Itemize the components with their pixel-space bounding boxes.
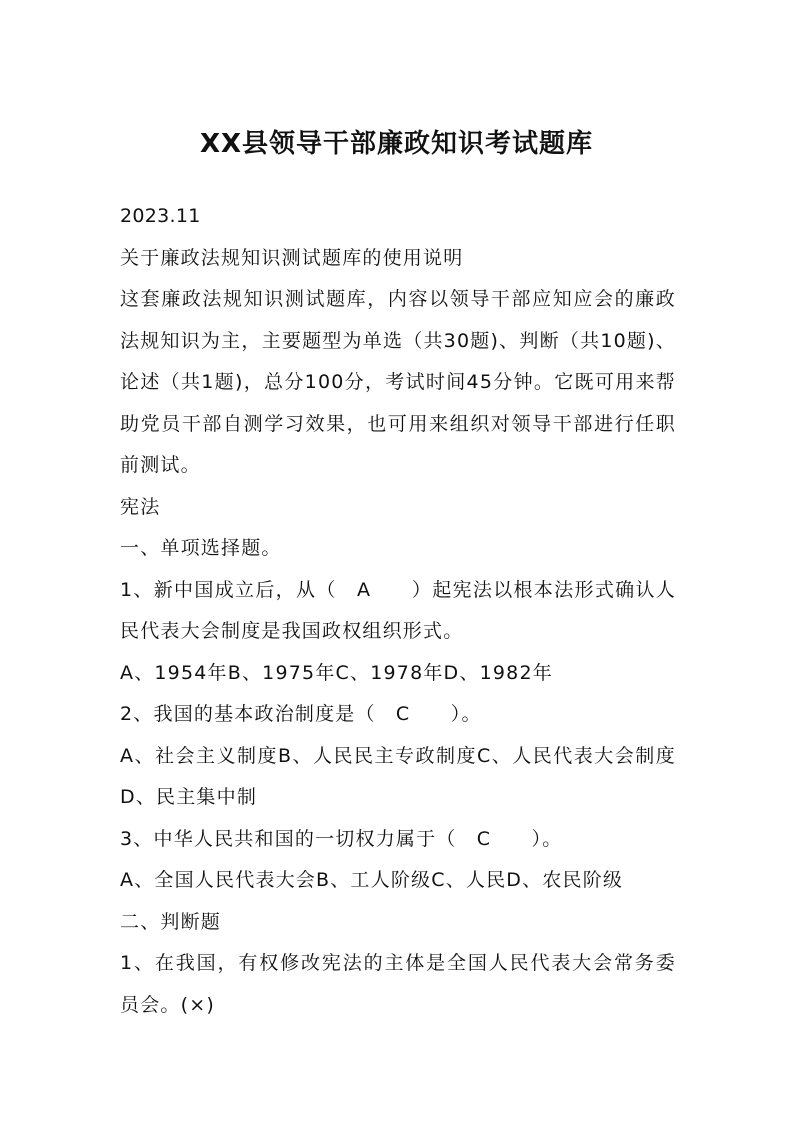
question-stem: 2、我国的基本政治制度是（ C ）。: [120, 703, 482, 725]
intro-paragraph: 这套廉政法规知识测试题库，内容以领导干部应知应会的廉政法规知识为主，主要题型为单选（共30题)、判断（共10题)、论述（共1题)，总分100分，考试时间45分钟。它既可用来帮助党员干部自测学习效果，也可用来组织对领导干部进行任职前测试。: [120, 288, 676, 476]
section-heading: 宪法: [120, 495, 161, 518]
question-stem: 3、中华人民共和国的一切权力属于（ C ）。: [120, 827, 563, 850]
part-one-heading: 一、单项选择题。: [120, 537, 282, 559]
document-date: 2023.11: [120, 205, 201, 227]
question-options: A、1954年B、1975年C、1978年D、1982年: [120, 661, 553, 684]
question-options: A、全国人民代表大会B、工人阶级C、人民D、农民阶级: [120, 869, 624, 891]
question-stem: 1、新中国成立后，从（ A ）起宪法以根本法形式确认人民代表大会制度是我国政权组织形式。: [120, 578, 676, 642]
document-title: XX县领导干部廉政知识考试题库: [199, 129, 594, 159]
judgement-item: 1、在我国，有权修改宪法的主体是全国人民代表大会常务委员会。(×): [120, 952, 676, 1016]
part-two-heading: 二、判断题: [120, 910, 222, 933]
intro-heading: 关于廉政法规知识测试题库的使用说明: [120, 246, 464, 269]
document-body: [120, 196, 676, 1026]
question-options: A、社会主义制度B、人民民主专政制度C、人民代表大会制度D、民主集中制: [120, 744, 676, 808]
